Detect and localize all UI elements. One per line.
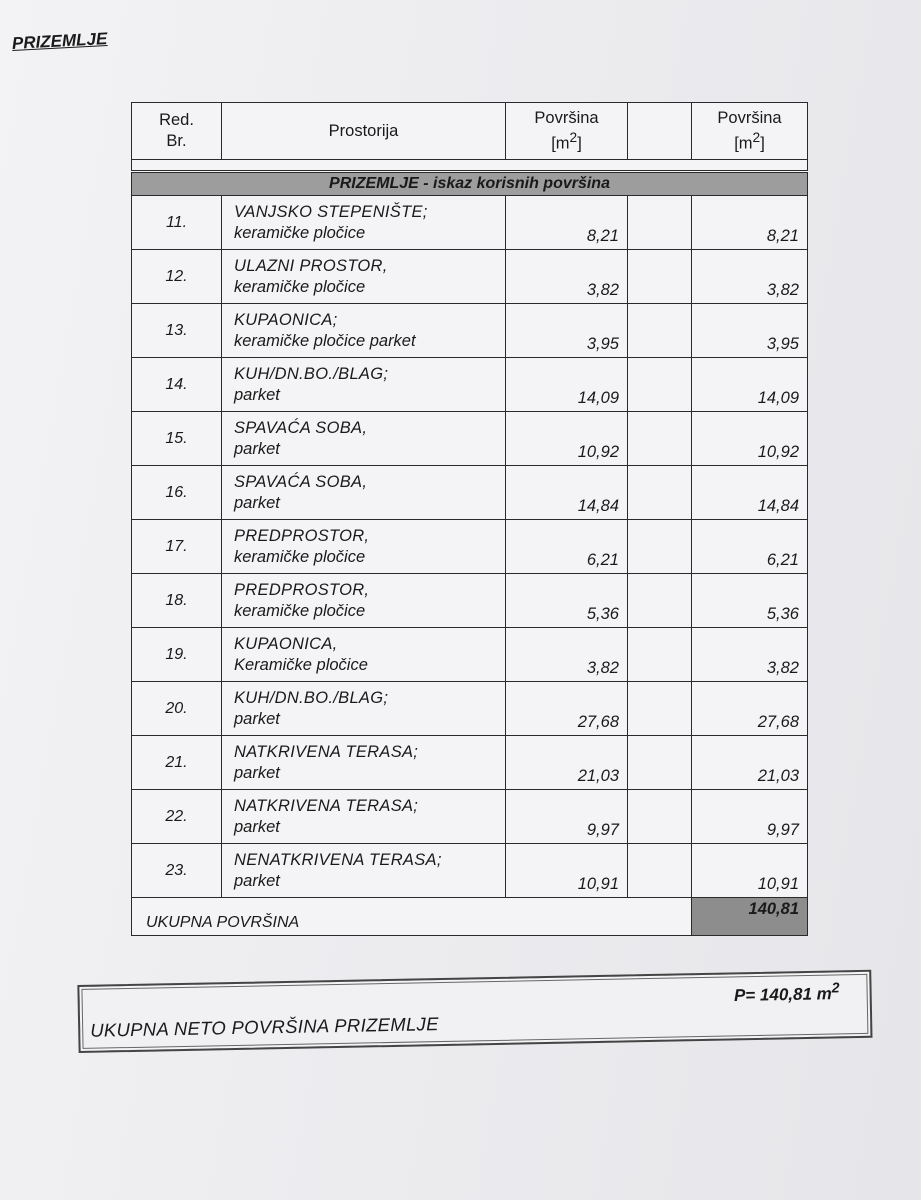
room-cell: [222, 196, 506, 250]
blank-cell: [628, 358, 692, 412]
header-red-label: Red.: [159, 111, 194, 130]
room-cell: [222, 574, 506, 628]
blank-cell: [628, 412, 692, 466]
area-value-2: 5,36: [692, 574, 808, 628]
room-finish: parket: [234, 709, 280, 728]
table-row: [132, 736, 808, 790]
blank-cell: [628, 520, 692, 574]
summary-box: [77, 970, 872, 1053]
header-area-1: [506, 103, 628, 160]
room-cell: [222, 628, 506, 682]
room-cell: [222, 250, 506, 304]
area-value-2: 27,68: [692, 682, 808, 736]
area-value-1: 14,09: [506, 358, 628, 412]
room-cell: [222, 358, 506, 412]
row-number: 15.: [132, 412, 222, 466]
header-area-2-sup: 2: [752, 129, 761, 145]
table-row: [132, 250, 808, 304]
room-finish: parket: [234, 817, 280, 836]
spacer-cell: [132, 160, 808, 172]
area-value-2: 6,21: [692, 520, 808, 574]
area-value-2: 9,97: [692, 790, 808, 844]
blank-cell: [628, 844, 692, 898]
area-table: [131, 102, 808, 936]
blank-cell: [628, 790, 692, 844]
room-finish: parket: [234, 493, 280, 512]
area-value-1: 3,95: [506, 304, 628, 358]
room-cell: [222, 844, 506, 898]
room-finish: keramičke pločice: [234, 547, 366, 566]
table-row: [132, 466, 808, 520]
area-value-2: 21,03: [692, 736, 808, 790]
summary-value-text: P= 140,81 m: [733, 984, 832, 1006]
table-row: [132, 574, 808, 628]
area-value-1: 9,97: [506, 790, 628, 844]
room-finish: Keramičke pločice: [234, 655, 368, 674]
table-row: [132, 196, 808, 250]
header-area-1-close: ]: [577, 134, 582, 153]
blank-cell: [628, 682, 692, 736]
summary-value: [734, 980, 840, 1006]
blank-cell: [628, 736, 692, 790]
table-row: [132, 304, 808, 358]
room-name: KUPAONICA;: [234, 310, 338, 329]
blank-cell: [628, 574, 692, 628]
room-name: NATKRIVENA TERASA;: [234, 796, 419, 815]
area-value-2: 3,82: [692, 250, 808, 304]
room-finish: parket: [234, 871, 280, 890]
summary-value-sup: 2: [831, 980, 840, 997]
table-row: [132, 628, 808, 682]
room-finish: parket: [234, 439, 280, 458]
area-value-1: 8,21: [506, 196, 628, 250]
room-finish: keramičke pločice parket: [234, 331, 416, 350]
area-value-1: 10,91: [506, 844, 628, 898]
area-value-1: 6,21: [506, 520, 628, 574]
room-cell: [222, 412, 506, 466]
area-value-1: 21,03: [506, 736, 628, 790]
row-number: 11.: [132, 196, 222, 250]
room-finish: keramičke pločice: [234, 277, 366, 296]
area-value-1: 14,84: [506, 466, 628, 520]
room-name: PREDPROSTOR,: [234, 580, 370, 599]
blank-cell: [628, 250, 692, 304]
area-value-1: 3,82: [506, 250, 628, 304]
row-number: 17.: [132, 520, 222, 574]
room-name: KUH/DN.BO./BLAG;: [234, 688, 389, 707]
total-label: UKUPNA POVRŠINA: [132, 898, 692, 936]
room-name: NATKRIVENA TERASA;: [234, 742, 419, 761]
blank-cell: [628, 628, 692, 682]
area-value-2: 3,95: [692, 304, 808, 358]
total-row: [132, 898, 808, 936]
header-area-2-close: ]: [760, 134, 765, 153]
room-finish: parket: [234, 385, 280, 404]
room-cell: [222, 304, 506, 358]
row-number: 14.: [132, 358, 222, 412]
room-cell: [222, 520, 506, 574]
row-number: 23.: [132, 844, 222, 898]
table-header-row: [132, 103, 808, 160]
room-name: PREDPROSTOR,: [234, 526, 370, 545]
total-value: 140,81: [692, 898, 808, 936]
table-row: [132, 682, 808, 736]
room-cell: [222, 790, 506, 844]
header-area-2: [692, 103, 808, 160]
spacer-row: [132, 160, 808, 172]
area-value-1: 3,82: [506, 628, 628, 682]
blank-cell: [628, 196, 692, 250]
blank-cell: [628, 304, 692, 358]
room-cell: [222, 466, 506, 520]
header-blank: [628, 103, 692, 160]
room-finish: parket: [234, 763, 280, 782]
header-area-1-unit: [m: [551, 134, 570, 153]
header-area-1-sup: 2: [569, 129, 578, 145]
row-number: 20.: [132, 682, 222, 736]
page-heading: PRIZEMLJE: [11, 29, 108, 53]
room-cell: [222, 736, 506, 790]
row-number: 16.: [132, 466, 222, 520]
header-area-2-label: Površina: [717, 109, 782, 128]
row-number: 19.: [132, 628, 222, 682]
row-number: 21.: [132, 736, 222, 790]
header-room: Prostorija: [222, 103, 506, 160]
header-br-label: Br.: [166, 132, 187, 150]
room-name: KUPAONICA,: [234, 634, 338, 653]
table-row: [132, 358, 808, 412]
row-number: 12.: [132, 250, 222, 304]
area-value-1: 10,92: [506, 412, 628, 466]
header-area-2-unit: [m: [734, 134, 753, 153]
row-number: 22.: [132, 790, 222, 844]
area-value-1: 27,68: [506, 682, 628, 736]
room-name: VANJSKO STEPENIŠTE;: [234, 202, 428, 221]
area-value-2: 10,91: [692, 844, 808, 898]
section-title: PRIZEMLJE - iskaz korisnih površina: [132, 172, 808, 196]
room-name: SPAVAĆA SOBA,: [234, 472, 368, 491]
table-row: [132, 790, 808, 844]
area-value-2: 3,82: [692, 628, 808, 682]
header-area-1-label: Površina: [534, 109, 599, 128]
room-name: SPAVAĆA SOBA,: [234, 418, 368, 437]
summary-label: UKUPNA NETO POVRŠINA PRIZEMLJE: [90, 1013, 439, 1041]
area-value-2: 14,84: [692, 466, 808, 520]
blank-cell: [628, 466, 692, 520]
room-finish: keramičke pločice: [234, 223, 366, 242]
table-row: [132, 520, 808, 574]
header-red-br: [132, 103, 222, 160]
area-value-2: 14,09: [692, 358, 808, 412]
table-row: [132, 412, 808, 466]
room-cell: [222, 682, 506, 736]
room-name: ULAZNI PROSTOR,: [234, 256, 388, 275]
row-number: 13.: [132, 304, 222, 358]
table-row: [132, 844, 808, 898]
room-name: NENATKRIVENA TERASA;: [234, 850, 442, 869]
area-value-1: 5,36: [506, 574, 628, 628]
row-number: 18.: [132, 574, 222, 628]
room-name: KUH/DN.BO./BLAG;: [234, 364, 389, 383]
area-value-2: 10,92: [692, 412, 808, 466]
section-title-row: [132, 172, 808, 196]
area-value-2: 8,21: [692, 196, 808, 250]
room-finish: keramičke pločice: [234, 601, 366, 620]
